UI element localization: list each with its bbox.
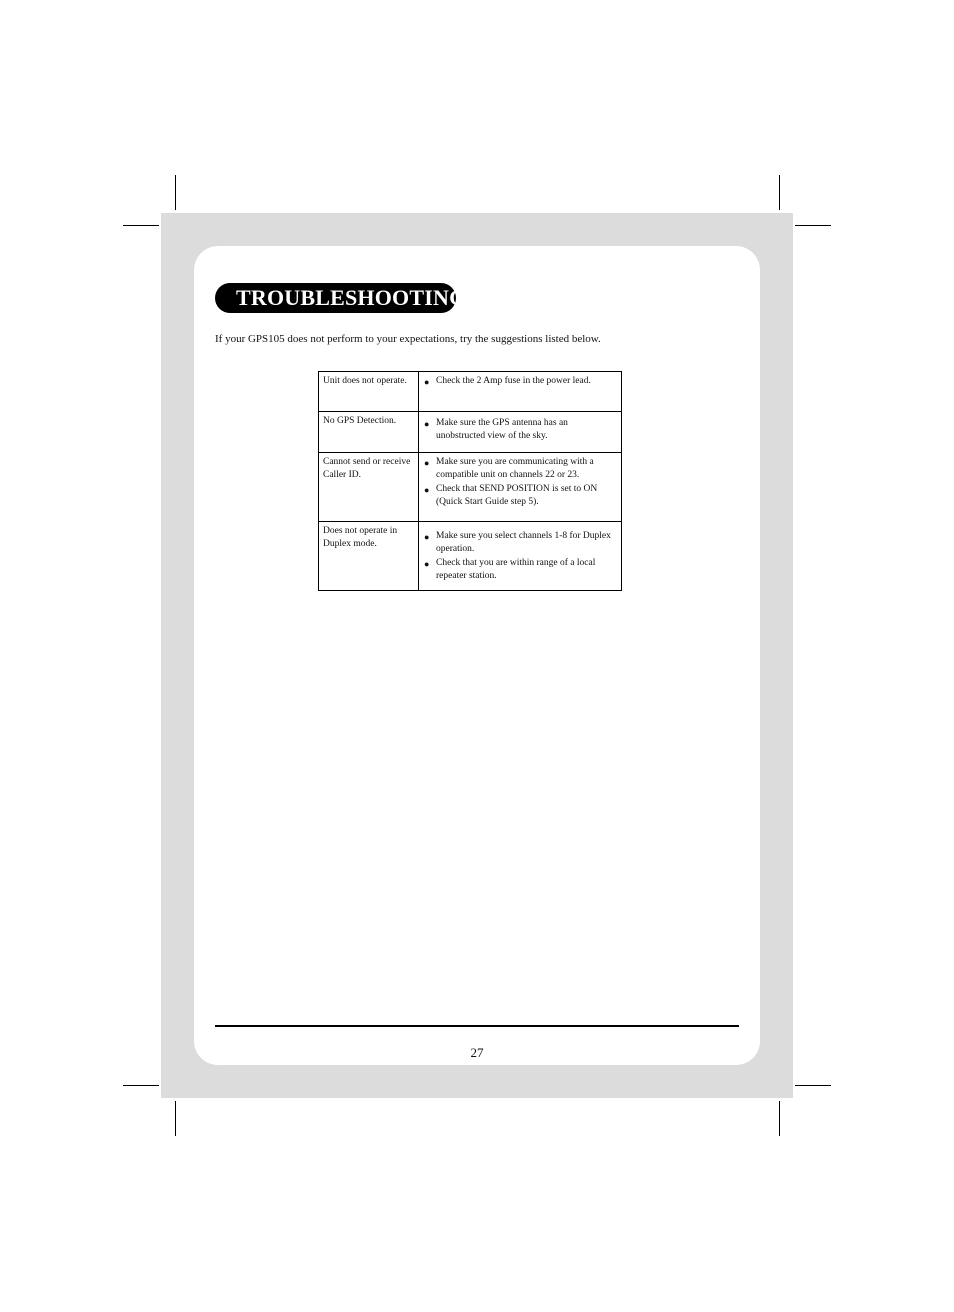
- bullet-icon: ●: [424, 485, 430, 495]
- problem-cell: Unit does not operate.: [319, 372, 419, 412]
- page-card: [194, 246, 760, 1065]
- table-row: [319, 522, 622, 591]
- solution-cell: [419, 412, 622, 453]
- problem-cell: Cannot send or receive Caller ID.: [319, 453, 419, 522]
- solution-cell: [419, 372, 622, 412]
- page-number: 27: [470, 1045, 484, 1060]
- crop-mark: [123, 225, 159, 226]
- crop-mark: [795, 1085, 831, 1086]
- crop-mark: [175, 1101, 176, 1136]
- solution-item: ● Make sure the GPS antenna has an unobstructed view of the sky.: [424, 418, 568, 441]
- table-row: [319, 412, 622, 453]
- solution-item: ● Check that SEND POSITION is set to ON (Quick Start Guide step 5).: [424, 484, 598, 507]
- section-title: TROUBLESHOOTING: [236, 285, 467, 310]
- crop-mark: [175, 175, 176, 210]
- problem-cell: Does not operate in Duplex mode.: [319, 522, 419, 591]
- solution-item: ● Check the 2 Amp fuse in the power lead.: [424, 376, 591, 387]
- solution-item: ● Make sure you select channels 1-8 for Duplex operation.: [424, 531, 611, 554]
- footer-rule: [215, 1025, 739, 1027]
- table-row: [319, 372, 622, 412]
- bullet-icon: ●: [424, 419, 430, 429]
- solution-cell: [419, 453, 622, 522]
- table-row: [319, 453, 622, 522]
- bullet-icon: ●: [424, 377, 430, 387]
- bullet-icon: ●: [424, 458, 430, 468]
- crop-mark: [779, 1101, 780, 1136]
- solution-cell: [419, 522, 622, 591]
- solution-item: ● Make sure you are communicating with a compatible unit on channels 22 or 23.: [424, 457, 594, 480]
- bullet-icon: ●: [424, 559, 430, 569]
- intro-text: If your GPS105 does not perform to your expectations, try the suggestions listed below.: [215, 333, 601, 345]
- crop-mark: [795, 225, 831, 226]
- section-title-banner: [215, 283, 467, 313]
- crop-mark: [123, 1085, 159, 1086]
- troubleshooting-table: [318, 371, 622, 591]
- solution-item: ● Check that you are within range of a local repeater station.: [424, 558, 596, 581]
- problem-cell: No GPS Detection.: [319, 412, 419, 453]
- bullet-icon: ●: [424, 532, 430, 542]
- crop-mark: [779, 175, 780, 210]
